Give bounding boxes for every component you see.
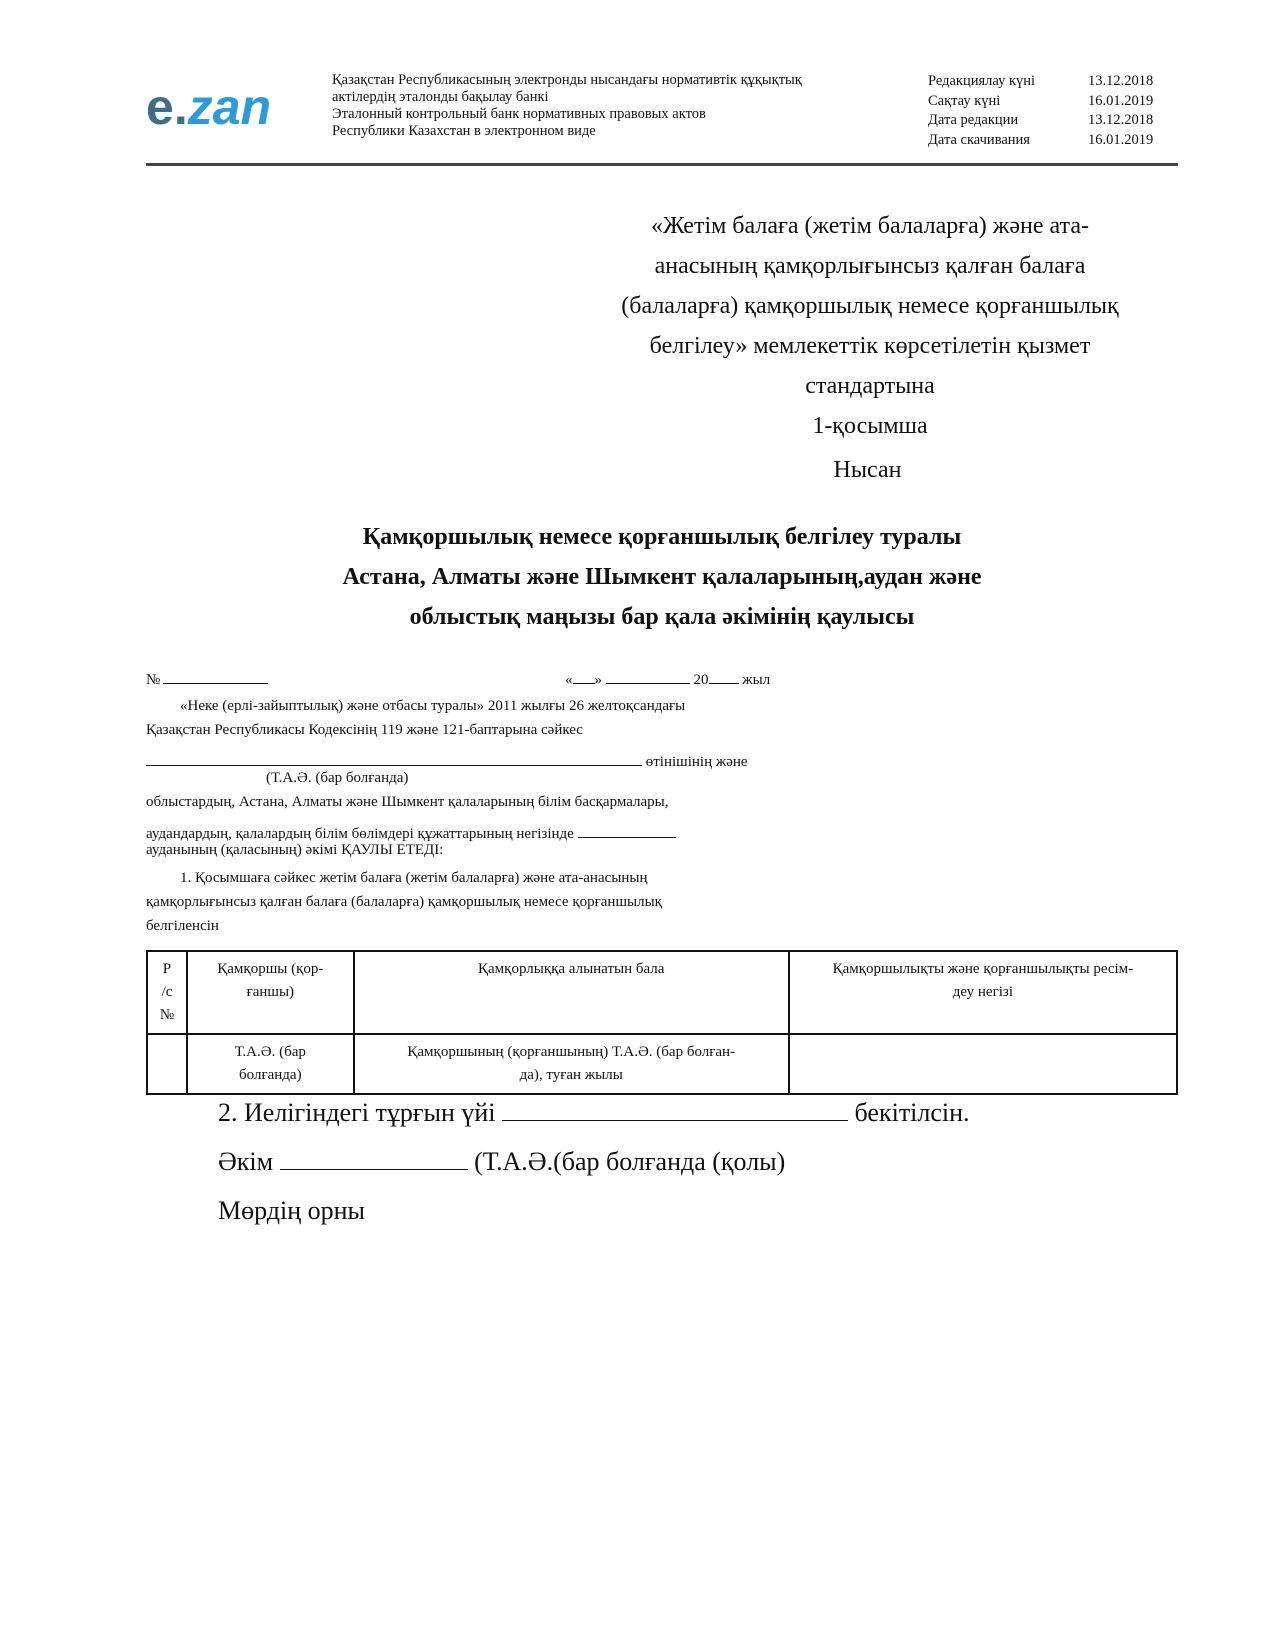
appendix-line: белгілеу» мемлекеттік көрсетілетін қызмет	[649, 333, 1091, 359]
header-desc-line: Эталонный контрольный банк нормативных правовых актов	[332, 106, 706, 122]
applicant-fio-caption: (Т.А.Ә. (бар болғанда)	[266, 770, 409, 786]
appendix-line: анасының қамқорлығынсыз қалған балаға	[654, 253, 1086, 279]
meta-value: 13.12.2018	[1088, 73, 1154, 89]
meta-value: 16.01.2019	[1088, 131, 1154, 148]
header-desc-line: актілердің эталонды бақылау банкі	[332, 89, 549, 105]
table-row	[147, 1034, 1177, 1094]
para2-line1: 1. Қосымшаға сәйкес жетім балаға (жетім балаларға) және ата-анасының	[180, 870, 648, 886]
appendix-reference	[540, 206, 1200, 446]
document-title	[146, 517, 1178, 637]
meta-value: 16.01.2019	[1088, 92, 1154, 109]
header-cell-child: Қамқорлыққа алынатын бала	[354, 951, 789, 1034]
appendix-line: (балаларға) қамқоршылық немесе қорғаншылық	[621, 293, 1119, 319]
para1-line2: Қазақстан Республикасы Кодексінің 119 және 121-баптарына сәйкес	[146, 722, 583, 738]
cell-guardian: Т.А.Ә. (бар болғанда)	[187, 1034, 354, 1094]
meta-label: Дата скачивания	[928, 131, 1030, 148]
akim-signature-line: Әкім (Т.А.Ә.(бар болғанда (қолы)	[218, 1147, 786, 1176]
item-2-housing: 2. Иелігіндегі тұрғын үйі бекітілсін.	[218, 1098, 970, 1127]
meta-row	[928, 111, 1178, 131]
header-cell-basis: Қамқоршылықты және қорғаншылықты ресім- деу негізі	[789, 951, 1177, 1034]
para1-line5: аудандардың, қалалардың білім бөлімдері құжаттарының негізінде	[146, 817, 676, 843]
ezan-logo: e.zan	[146, 79, 272, 135]
form-label: Нысан	[833, 457, 902, 483]
para1-line6: ауданының (қаласының) әкімі ҚАУЛЫ ЕТЕДІ:	[146, 842, 444, 858]
header-desc-line: Қазақстан Республикасының электронды нысандағы нормативтік құқықтық	[332, 72, 802, 88]
cell-number	[147, 1034, 187, 1094]
table-header-row	[147, 951, 1177, 1034]
meta-row	[928, 72, 1178, 92]
cell-basis	[789, 1034, 1177, 1094]
appendix-line: «Жетім балаға (жетім балаларға) және ата-	[651, 213, 1089, 239]
para1-line4: облыстардың, Астана, Алматы және Шымкент қалаларының білім басқармалары,	[146, 794, 669, 810]
para1-line3: өтінішінің және	[146, 745, 748, 771]
header-description	[332, 72, 802, 140]
meta-value: 13.12.2018	[1088, 112, 1154, 128]
appendix-line: 1-қосымша	[812, 413, 928, 439]
header-meta	[928, 72, 1178, 150]
meta-label: Сақтау күні	[928, 92, 1001, 109]
header-cell-guardian: Қамқоршы (қор- ғаншы)	[187, 951, 354, 1034]
cell-child: Қамқоршының (қорғаншының) Т.А.Ә. (бар болған- да), туған жылы	[354, 1034, 789, 1094]
meta-row	[928, 131, 1178, 151]
meta-label: Редакциялау күні	[928, 73, 1036, 89]
title-line: облыстық маңызы бар қала әкімінің қаулысы	[409, 604, 915, 630]
header-desc-line: Республики Казахстан в электронном виде	[332, 123, 596, 139]
meta-label: Дата редакции	[928, 112, 1019, 128]
date-field: « » 20 жыл	[565, 663, 770, 689]
header-cell-number: Р /с №	[147, 951, 187, 1034]
number-field: №	[146, 663, 268, 689]
title-line: Астана, Алматы және Шымкент қалаларының,аудан және	[342, 564, 982, 590]
para1-line1: «Неке (ерлі-зайыптылық) және отбасы туралы» 2011 жылғы 26 желтоқсандағы	[180, 698, 686, 714]
appendix-line: стандартына	[805, 373, 935, 399]
guardianship-table	[146, 950, 1178, 1095]
para2-line3: белгіленсін	[146, 918, 219, 934]
para2-line2: қамқорлығынсыз қалған балаға (балаларға) қамқоршылық немесе қорғаншылық	[146, 894, 662, 910]
header-divider	[146, 163, 1178, 166]
seal-place: Мөрдің орны	[218, 1196, 366, 1225]
title-line: Қамқоршылық немесе қорғаншылық белгілеу туралы	[362, 524, 962, 550]
meta-row	[928, 92, 1178, 112]
